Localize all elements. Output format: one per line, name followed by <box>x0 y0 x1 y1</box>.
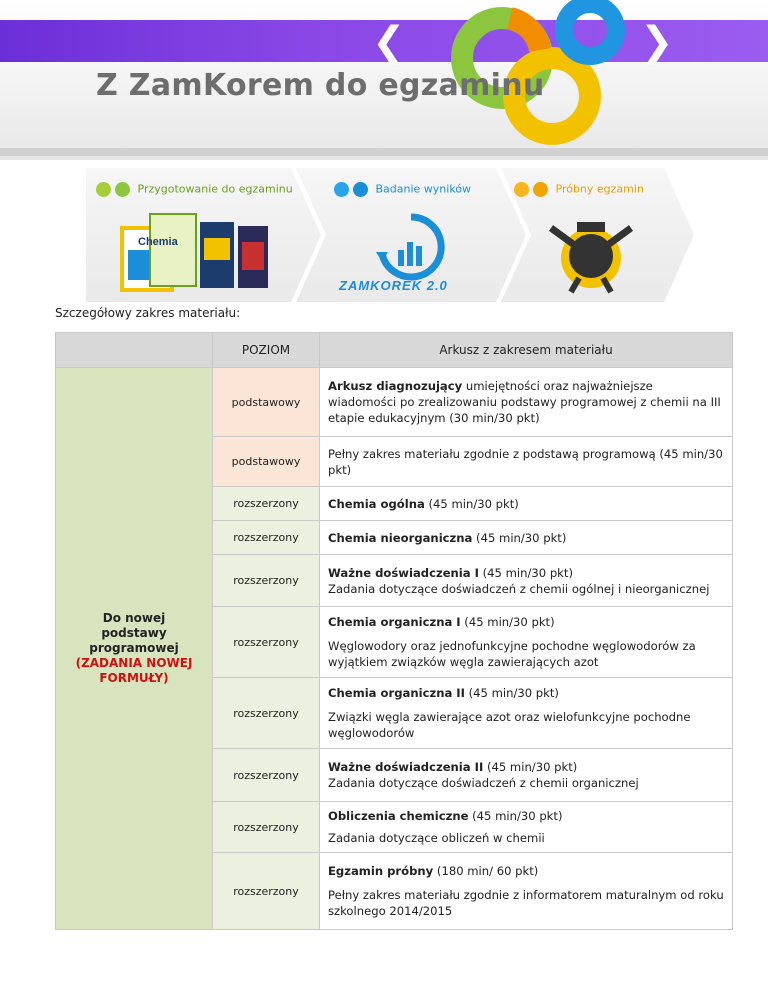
group-line: Do nowej <box>102 611 166 625</box>
sheet-subtext: Zadania dotyczące obliczeń w chemii <box>328 831 545 845</box>
sheet-body: (45 min/30 pkt) <box>472 530 567 545</box>
books-image <box>120 208 270 298</box>
sheet-body: (45 min/30 pkt) <box>468 809 563 823</box>
level-cell: podstawowy <box>212 367 320 437</box>
green-dot-icon <box>96 182 111 197</box>
sheet-body: umiejętności oraz najważniejsze wiadomości po zrealizowaniu podstawy programowej z chemii na III etapie edukacyjnym (30 min/30 pkt) <box>328 379 721 425</box>
level-cell: rozszerzony <box>212 852 320 930</box>
header-empty-cell <box>55 332 213 368</box>
sheet-body: (45 min/30 pkt) <box>483 760 578 774</box>
sheet-text <box>328 378 724 426</box>
exam-mascot-icon <box>541 208 641 294</box>
sheet-subtext: Związki węgla zawierające azot oraz wielofunkcyjne pochodne węglowodorów <box>328 710 691 740</box>
sheet-title: Chemia organiczna II <box>328 686 465 700</box>
header-sheet: Arkusz z zakresem materiału <box>319 332 733 368</box>
sheet-cell <box>319 486 733 521</box>
sheet-body: (45 min/30 pkt) <box>460 615 555 629</box>
level-cell: rozszerzony <box>212 554 320 607</box>
sheet-title: Chemia organiczna I <box>328 615 461 629</box>
blue-dot-icon <box>334 182 349 197</box>
sheet-title: Chemia nieorganiczna <box>328 530 473 545</box>
header-banner <box>0 0 768 160</box>
sheet-cell <box>319 852 733 930</box>
process-strip <box>86 168 694 302</box>
level-cell: rozszerzony <box>212 520 320 555</box>
step-results <box>334 182 471 197</box>
sheet-title: Ważne doświadczenia II <box>328 760 484 774</box>
sheet-body: (180 min/ 60 pkt) <box>433 864 539 878</box>
orange-dot-icon <box>514 182 529 197</box>
sheet-subtext: Zadania dotyczące doświadczeń z chemii ogólnej i nieorganicznej <box>328 581 710 596</box>
step-preparation <box>96 182 293 197</box>
level-cell: rozszerzony <box>212 748 320 802</box>
step-label: Przygotowanie do egzaminu <box>137 182 293 196</box>
step-trial-exam <box>514 182 644 197</box>
sheet-body: (45 min/30 pkt) <box>478 565 573 580</box>
level-cell: rozszerzony <box>212 801 320 853</box>
sheet-cell <box>319 677 733 749</box>
sheet-cell <box>319 367 733 437</box>
sheet-text <box>328 685 724 701</box>
sheet-text <box>328 496 724 512</box>
zamkorek-logo: ZAMKOREK 2.0 <box>339 278 448 293</box>
sheet-body: (45 min/30 pkt) <box>464 686 559 700</box>
group-cell <box>55 367 213 930</box>
sheet-cell <box>319 554 733 607</box>
group-line-red: (ZADANIA NOWEJ <box>75 656 193 670</box>
chevron-left-icon: ❮ <box>372 19 406 65</box>
sheet-cell <box>319 748 733 802</box>
section-heading: Szczegółowy zakres materiału: <box>55 306 241 320</box>
sheet-text <box>328 565 724 581</box>
level-cell: rozszerzony <box>212 606 320 678</box>
green-dot-icon <box>115 182 130 197</box>
sheet-body: Pełny zakres materiału zgodnie z podstawą programową (45 min/30 pkt) <box>328 446 723 477</box>
sheet-cell <box>319 436 733 487</box>
sheet-text <box>328 614 724 630</box>
sheet-title: Chemia ogólna <box>328 496 425 511</box>
material-table <box>55 332 733 930</box>
sheet-text <box>328 530 724 546</box>
sheet-title: Obliczenia chemiczne <box>328 809 469 823</box>
sheet-subtext: Pełny zakres materiału zgodnie z informatorem maturalnym od roku szkolnego 2014/2015 <box>328 888 724 918</box>
sheet-subtext: Zadania dotyczące doświadczeń z chemii organicznej <box>328 776 639 790</box>
sheet-text <box>328 863 724 879</box>
sheet-title: Egzamin próbny <box>328 864 434 878</box>
step-label: Próbny egzamin <box>555 182 644 196</box>
sheet-text <box>328 808 724 824</box>
banner-title: Z ZamKorem do egzaminu <box>96 68 545 103</box>
banner-divider <box>0 148 768 156</box>
sheet-text <box>328 759 724 775</box>
group-line: podstawy programowej <box>89 626 179 655</box>
blue-dot-icon <box>353 182 368 197</box>
sheet-body: (45 min/30 pkt) <box>424 496 519 511</box>
sheet-title: Ważne doświadczenia I <box>328 565 479 580</box>
sheet-title: Arkusz diagnozujący <box>328 379 463 393</box>
sheet-cell <box>319 520 733 555</box>
group-line-red: FORMUŁY) <box>99 671 169 685</box>
level-cell: rozszerzony <box>212 677 320 749</box>
results-chart-icon <box>376 212 446 282</box>
sheet-cell <box>319 606 733 678</box>
sheet-cell <box>319 801 733 853</box>
level-cell: rozszerzony <box>212 486 320 521</box>
step-label: Badanie wyników <box>375 182 472 196</box>
level-cell: podstawowy <box>212 436 320 487</box>
header-level: POZIOM <box>212 332 320 368</box>
chevron-right-icon: ❯ <box>640 19 674 65</box>
book-title: Chemia <box>138 236 178 248</box>
sheet-text <box>328 446 724 478</box>
orange-dot-icon <box>533 182 548 197</box>
sheet-subtext: Węglowodory oraz jednofunkcyjne pochodne węglowodorów za wyjątkiem związków węgla zawierających azot <box>328 639 696 669</box>
